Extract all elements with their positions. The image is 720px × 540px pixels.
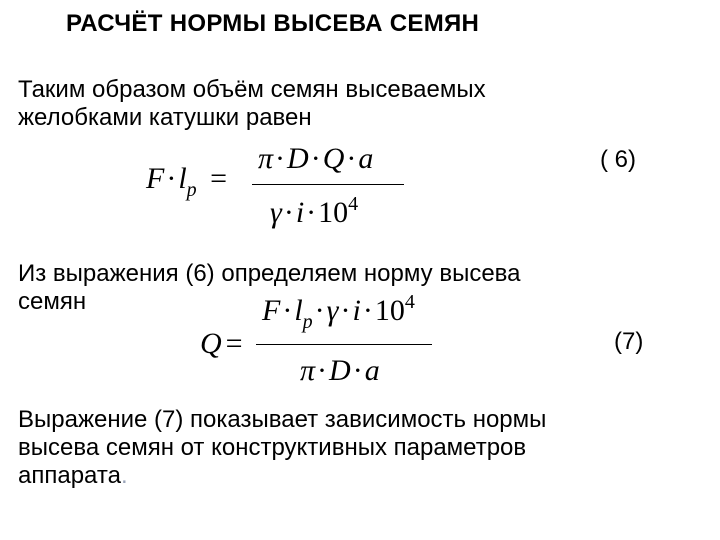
eq7-symbol-i: i	[352, 294, 361, 327]
paragraph-conclusion-line-2: высева семян от конструктивных параметров	[18, 434, 527, 461]
page-title: РАСЧЁТ НОРМЫ ВЫСЕВА СЕМЯН	[66, 10, 480, 37]
eq6-symbol-a: a	[358, 142, 374, 175]
eq7-symbol-Q: Q	[200, 327, 222, 360]
eq6-equals: =	[210, 162, 228, 195]
eq6-symbol-gamma: γ	[270, 196, 282, 229]
eq7-symbol-pi: π	[300, 354, 316, 387]
eq7-ten: 10	[374, 294, 405, 327]
eq6-symbol-l: l	[178, 162, 187, 195]
eq7-exponent: 4	[404, 291, 415, 313]
paragraph-conclusion-line-3-text: аппарата	[18, 462, 121, 489]
eq6-symbol-i: i	[295, 196, 305, 229]
equation-6-numerator: π·D·Q·a	[258, 142, 374, 175]
equation-7-lhs	[200, 327, 243, 361]
eq6-ten: 10	[318, 196, 349, 229]
eq7-symbol-a: a	[364, 354, 380, 387]
equation-7-number: (7)	[614, 328, 644, 355]
equation-6-denominator: $\gamma\cdot i\cdot 10^4$	[270, 193, 359, 229]
eq7-symbol-l: l	[294, 294, 303, 327]
paragraph-derive-line-2: семян	[18, 288, 87, 315]
equation-7-fraction-bar	[256, 344, 432, 345]
equation-6-fraction-bar	[252, 184, 404, 185]
paragraph-conclusion-line-3	[18, 462, 546, 490]
paragraph-intro	[18, 76, 486, 132]
eq7-symbol-gamma: γ	[326, 294, 339, 327]
eq7-symbol-F: F	[262, 294, 281, 327]
eq7-subscript-p: p	[302, 311, 313, 333]
equation-6-lhs: $F\cdot l_p$ =	[146, 162, 228, 201]
eq6-symbol-Q: Q	[322, 142, 345, 175]
paragraph-derive-line-1: Из выражения (6) определяем норму высева	[18, 260, 521, 287]
eq7-equals: =	[225, 327, 243, 360]
eq6-exponent: 4	[348, 193, 359, 215]
trailing-period: .	[120, 462, 128, 489]
eq6-symbol-D: D	[287, 142, 309, 175]
eq6-subscript-p: p	[186, 179, 197, 201]
eq6-symbol-pi: π	[258, 142, 274, 175]
paragraph-conclusion-line-1: Выражение (7) показывает зависимость нормы	[18, 406, 547, 433]
eq6-symbol-F: F	[146, 162, 165, 195]
equation-6-number: ( 6)	[600, 146, 636, 173]
paragraph-intro-line-1: Таким образом объём семян высеваемых	[18, 76, 486, 103]
eq7-symbol-D: D	[329, 354, 351, 387]
paragraph-conclusion	[18, 406, 546, 490]
equation-7-denominator: π·D·a	[300, 354, 380, 387]
paragraph-intro-line-2: желобками катушки равен	[18, 104, 312, 131]
equation-7-numerator: $F\cdot l_p\cdot\gamma\cdot i\cdot 10^4$	[262, 291, 415, 333]
